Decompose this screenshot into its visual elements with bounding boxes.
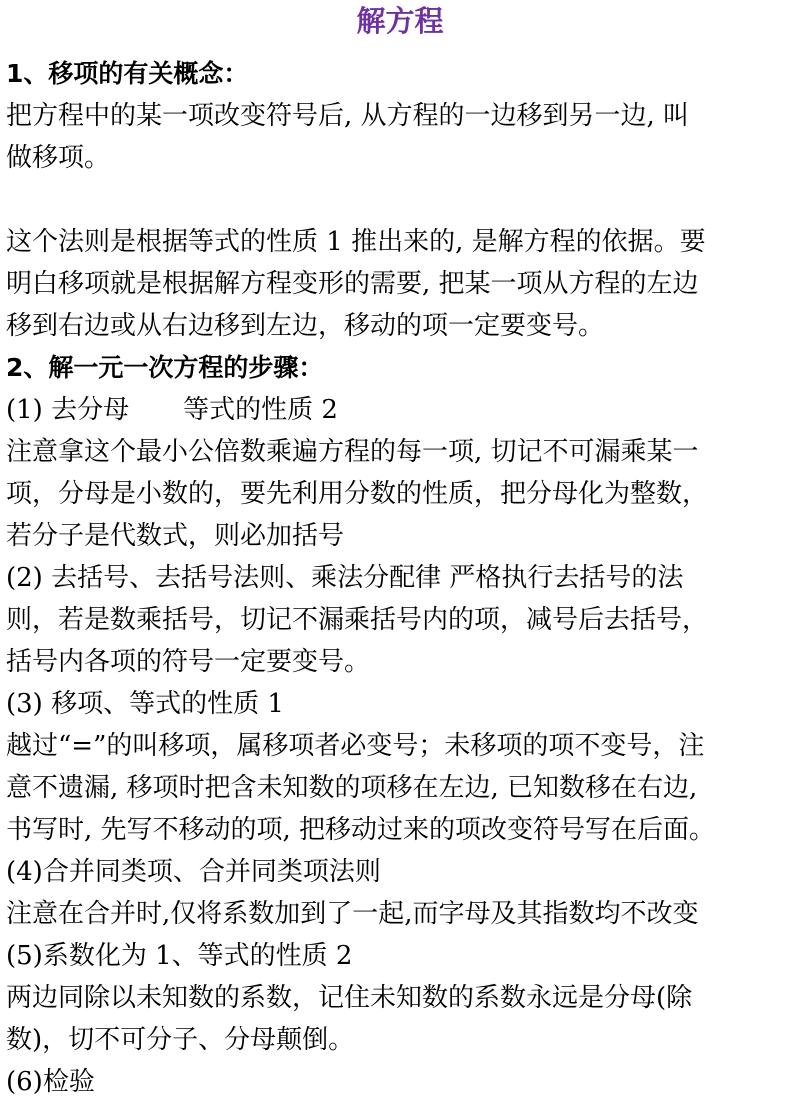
- step-3-note-line: 越过“=”的叫移项，属移项者必变号；未移项的项不变号，注: [6, 731, 705, 761]
- step-2-line: (2) 去括号、去括号法则、乘法分配律 严格执行去括号的法: [6, 563, 684, 593]
- step-3-line: (3) 移项、等式的性质 1: [6, 689, 284, 719]
- section-2-heading: 2、解一元一次方程的步骤：: [6, 353, 324, 382]
- step-4-note-line: 注意在合并时,仅将系数加到了一起,而字母及其指数均不改变: [6, 899, 699, 929]
- step-5-note-line: 数)，切不可分子、分母颠倒。: [6, 1025, 355, 1055]
- paragraph-line: 这个法则是根据等式的性质 1 推出来的, 是解方程的依据。要: [6, 227, 706, 257]
- step-1-property: 等式的性质 2: [183, 395, 338, 425]
- step-1-label: (1) 去分母: [6, 395, 130, 425]
- step-1-note-line: 注意拿这个最小公倍数乘遍方程的每一项, 切记不可漏乘某一: [6, 437, 699, 467]
- step-2-line: 括号内各项的符号一定要变号。: [6, 647, 371, 677]
- paragraph-line: 做移项。: [6, 143, 111, 173]
- page-title: 解方程: [356, 4, 444, 38]
- paragraph-line: 把方程中的某一项改变符号后, 从方程的一边移到另一边, 叫: [6, 101, 690, 131]
- step-5-line: (5)系数化为 1、等式的性质 2: [6, 941, 353, 971]
- step-4-line: (4)合并同类项、合并同类项法则: [6, 857, 381, 887]
- step-1-note-line: 若分子是代数式，则必加括号: [6, 521, 345, 551]
- section-1-heading: 1、移项的有关概念：: [6, 59, 249, 88]
- paragraph-line: 移到右边或从右边移到左边，移动的项一定要变号。: [6, 311, 605, 341]
- step-1-note-line: 项，分母是小数的，要先利用分数的性质，把分母化为整数，: [6, 479, 709, 509]
- step-1-line: [6, 389, 338, 431]
- step-5-note-line: 两边同除以未知数的系数，记住未知数的系数永远是分母(除: [6, 983, 693, 1013]
- step-6-line: (6)检验: [6, 1067, 95, 1097]
- step-3-note-line: 书写时, 先写不移动的项, 把移动过来的项改变符号写在后面。: [6, 815, 716, 845]
- step-3-note-line: 意不遗漏, 移项时把含未知数的项移在左边, 已知数移在右边,: [6, 773, 698, 803]
- paragraph-line: 明白移项就是根据解方程变形的需要, 把某一项从方程的左边: [6, 269, 699, 299]
- step-2-line: 则，若是数乘括号，切记不漏乘括号内的项，减号后去括号，: [6, 605, 709, 635]
